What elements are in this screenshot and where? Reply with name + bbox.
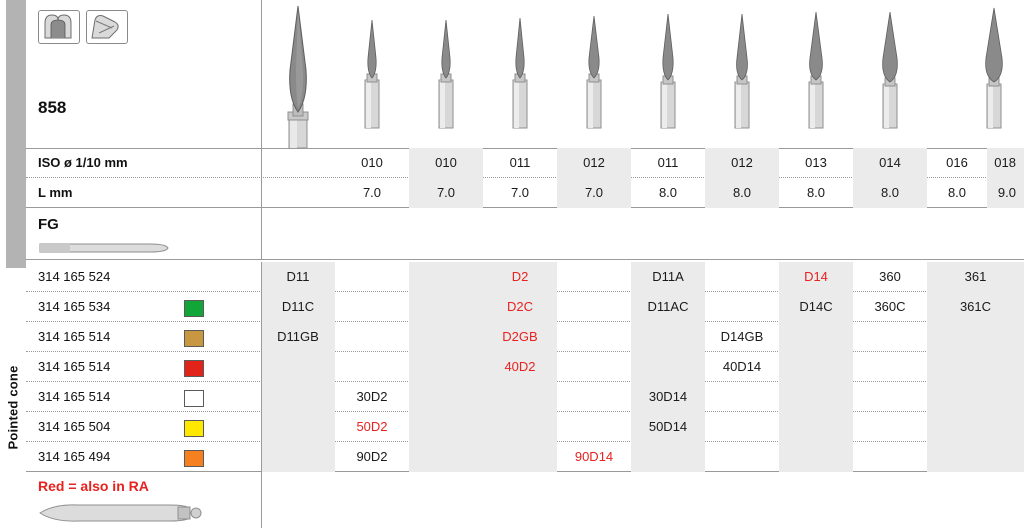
spec-label-length: L mm xyxy=(38,185,73,200)
row0-c3: D2 xyxy=(483,262,557,292)
len-value-9: 9.0 xyxy=(987,178,1024,208)
row4-c3 xyxy=(483,382,557,412)
product-table xyxy=(26,0,1024,528)
row1-c2 xyxy=(409,292,483,322)
row1-c8: 360C xyxy=(874,299,906,314)
shank-row xyxy=(26,208,1024,260)
row0-c0: D11 xyxy=(261,262,335,292)
row2-c7 xyxy=(779,322,853,352)
bur-illustration-2 xyxy=(409,0,483,148)
iso-value-5: 012 xyxy=(705,148,779,178)
row6-c4: 90D14 xyxy=(574,449,614,464)
row2-c9 xyxy=(927,322,1024,352)
row6-c5 xyxy=(631,442,705,472)
row6-c0 xyxy=(261,442,335,472)
iso-value-3: 012 xyxy=(557,148,631,178)
row6-c7 xyxy=(779,442,853,472)
row3-c0 xyxy=(261,352,335,382)
row6-c1: 90D2 xyxy=(356,449,388,464)
len-value-2: 7.0 xyxy=(510,185,530,200)
row6-c3 xyxy=(483,442,557,472)
side-strip xyxy=(0,0,26,528)
row1-c3: D2C xyxy=(483,292,557,322)
len-value-0: 7.0 xyxy=(362,185,382,200)
table-row[interactable] xyxy=(26,352,1024,382)
table-row[interactable] xyxy=(26,292,1024,322)
len-value-7: 8.0 xyxy=(853,178,927,208)
row3-c9 xyxy=(927,352,1024,382)
column-divider-upper xyxy=(261,0,262,260)
grey-bar xyxy=(6,0,26,268)
iso-value-0: 010 xyxy=(361,155,383,170)
row0-c5: D11A xyxy=(631,262,705,292)
bur-illustration-9 xyxy=(927,0,1024,148)
row0-c7: D14 xyxy=(779,262,853,292)
ref-number: 314 165 514 xyxy=(38,359,111,374)
table-row[interactable] xyxy=(26,262,1024,292)
preparation-diagram-icon xyxy=(86,10,128,44)
row4-c2 xyxy=(409,382,483,412)
row1-c9: 361C xyxy=(927,292,1024,322)
spec-row-iso xyxy=(26,148,1024,178)
iso-value-4: 011 xyxy=(657,155,679,170)
shape-family-label: Pointed cone xyxy=(5,365,21,450)
row1-c7: D14C xyxy=(779,292,853,322)
bur-illustration-5 xyxy=(631,0,705,148)
color-swatch-gold xyxy=(184,330,204,347)
spec-label-iso: ISO ø 1/10 mm xyxy=(38,155,128,170)
color-swatch-green xyxy=(184,300,204,317)
iso-value-6: 013 xyxy=(805,155,827,170)
row5-c9 xyxy=(927,412,1024,442)
bur-illustration-main xyxy=(261,0,335,148)
bur-illustration-8 xyxy=(853,0,927,148)
row1-c0: D11C xyxy=(261,292,335,322)
bur-illustration-1 xyxy=(335,0,409,148)
color-swatch-yellow xyxy=(184,420,204,437)
row4-c5: 30D14 xyxy=(631,382,705,412)
footer-row xyxy=(26,472,1024,528)
row5-c2 xyxy=(409,412,483,442)
header-left-cell xyxy=(26,0,262,148)
len-value-4: 8.0 xyxy=(658,185,678,200)
ref-number: 314 165 494 xyxy=(38,449,111,464)
row4-c7 xyxy=(779,382,853,412)
row0-c8: 360 xyxy=(879,269,901,284)
len-value-3: 7.0 xyxy=(557,178,631,208)
row5-c3 xyxy=(483,412,557,442)
iso-value-8: 016 xyxy=(946,155,968,170)
table-row[interactable] xyxy=(26,442,1024,472)
row5-c1: 50D2 xyxy=(356,419,388,434)
row3-c6: 40D14 xyxy=(722,359,762,374)
bur-illustration-4 xyxy=(557,0,631,148)
row3-c5 xyxy=(631,352,705,382)
row4-c0 xyxy=(261,382,335,412)
table-header xyxy=(26,0,1024,149)
row3-c7 xyxy=(779,352,853,382)
len-value-8: 8.0 xyxy=(947,185,967,200)
tooth-diagram-icon xyxy=(38,10,80,44)
row6-c2 xyxy=(409,442,483,472)
row2-c6: D14GB xyxy=(720,329,764,344)
fg-shank-icon xyxy=(38,240,178,259)
row2-c3: D2GB xyxy=(483,322,557,352)
red-note: Red = also in RA xyxy=(38,478,149,494)
color-swatch-orange xyxy=(184,450,204,467)
bur-illustration-6 xyxy=(705,0,779,148)
row0-c9: 361 xyxy=(927,262,1024,292)
ref-number: 314 165 514 xyxy=(38,389,111,404)
color-swatch-white xyxy=(184,390,204,407)
spec-row-length xyxy=(26,178,1024,208)
row2-c5 xyxy=(631,322,705,352)
row2-c2 xyxy=(409,322,483,352)
ra-shank-icon xyxy=(38,502,208,527)
bur-illustration-7 xyxy=(779,0,853,148)
len-value-1: 7.0 xyxy=(409,178,483,208)
iso-value-1: 010 xyxy=(409,148,483,178)
shape-code: 858 xyxy=(38,98,67,117)
row5-c5: 50D14 xyxy=(631,412,705,442)
row3-c2 xyxy=(409,352,483,382)
row5-c0 xyxy=(261,412,335,442)
table-row[interactable] xyxy=(26,412,1024,442)
ref-number: 314 165 514 xyxy=(38,329,111,344)
shank-label: FG xyxy=(38,216,59,233)
iso-value-9: 018 xyxy=(987,148,1024,178)
ref-number: 314 165 524 xyxy=(38,269,111,284)
row4-c9 xyxy=(927,382,1024,412)
row3-c3: 40D2 xyxy=(483,352,557,382)
bur-illustration-3 xyxy=(483,0,557,148)
color-swatch-red xyxy=(184,360,204,377)
row1-c5: D11AC xyxy=(631,292,705,322)
ref-number: 314 165 534 xyxy=(38,299,111,314)
len-value-6: 8.0 xyxy=(806,185,826,200)
row5-c7 xyxy=(779,412,853,442)
row4-c1: 30D2 xyxy=(356,389,388,404)
iso-value-2: 011 xyxy=(509,155,531,170)
row2-c0: D11GB xyxy=(261,322,335,352)
row0-c2 xyxy=(409,262,483,292)
iso-value-7: 014 xyxy=(853,148,927,178)
table-row[interactable] xyxy=(26,382,1024,412)
table-row[interactable] xyxy=(26,322,1024,352)
row6-c9 xyxy=(927,442,1024,472)
len-value-5: 8.0 xyxy=(705,178,779,208)
ref-number: 314 165 504 xyxy=(38,419,111,434)
